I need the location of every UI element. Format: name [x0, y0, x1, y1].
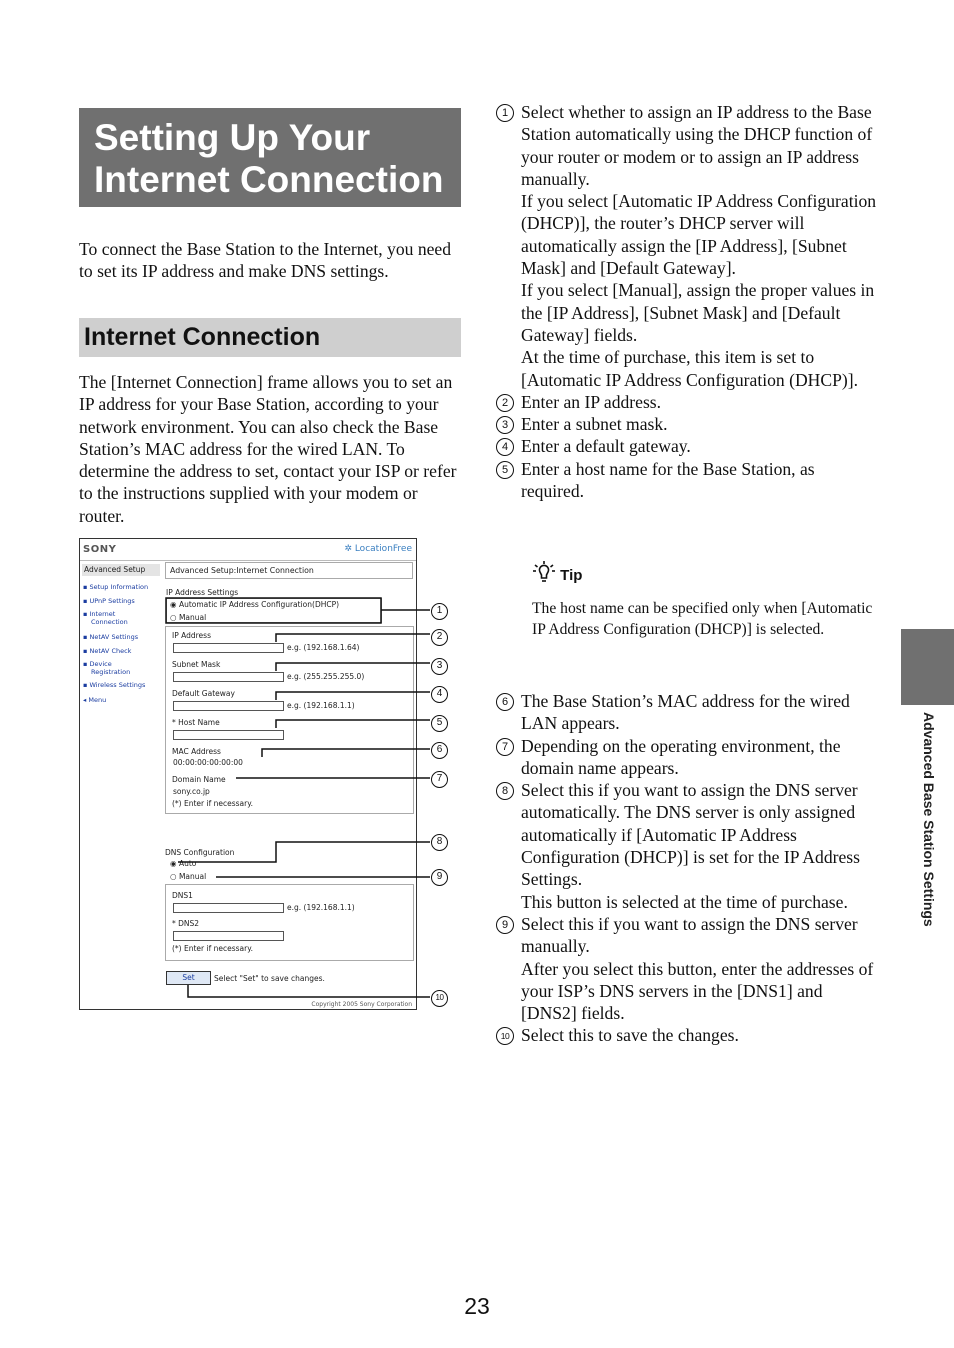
- step-extra: At the time of purchase, this item is set to [Automatic IP Address Configuration (DHCP)].: [521, 347, 859, 390]
- side-tab-label: Advanced Base Station Settings: [921, 712, 937, 927]
- list-item: [496, 435, 880, 457]
- step-text: Select whether to assign an IP address to the Base Station automatically using the DHCP function of your router or modem or to assign an IP address manually.: [521, 102, 873, 189]
- radio-manual[interactable]: ○ Manual: [170, 613, 207, 622]
- page-title: Setting Up Your Internet Connection: [94, 117, 444, 200]
- copyright: Copyright 2005 Sony Corporation: [311, 1001, 412, 1008]
- list-item: [496, 391, 880, 413]
- required-note-2: (*) Enter if necessary.: [172, 944, 253, 953]
- mac-address-value: 00:00:00:00:00:00: [173, 758, 243, 767]
- nav-item-internet-connection[interactable]: ▪ Internet Connection: [83, 610, 128, 626]
- dns1-example: e.g. (192.168.1.1): [287, 903, 355, 912]
- nav-item-device-registration[interactable]: ▪ Device Registration: [83, 660, 131, 676]
- step-extra: This button is selected at the time of purchase.: [521, 891, 848, 912]
- callout-line-3: [276, 663, 430, 671]
- callout-9: 9: [431, 869, 448, 886]
- mac-address-label: MAC Address: [172, 747, 221, 756]
- step-text: Select this to save the changes.: [521, 1025, 739, 1046]
- subnet-example: e.g. (255.255.255.0): [287, 672, 365, 681]
- step-text: Enter a subnet mask.: [521, 414, 668, 435]
- subnet-label: Subnet Mask: [172, 660, 221, 669]
- step-text: Enter a default gateway.: [521, 436, 691, 457]
- product-name: LocationFree: [354, 544, 412, 554]
- step-extra: If you select [Automatic IP Address Configuration (DHCP)], the router’s DHCP server will automatically assign the [IP Address], [Subnet Mask] and [Default Gateway].: [521, 191, 877, 279]
- section-body: The [Internet Connection] frame allows you to set an IP address for your Base Station, according to your network environment. You can also check the Base Station’s MAC address for the wired LAN. To determine the address to set, contact your ISP or refer to the instructions supplied with your modem or router.: [79, 372, 457, 526]
- locationfree-icon: ✲: [344, 544, 352, 554]
- step-text: Enter a host name for the Base Station, as required.: [521, 458, 815, 502]
- steps-list-2: [496, 690, 880, 1047]
- list-item: [496, 735, 880, 780]
- set-hint: Select "Set" to save changes.: [214, 974, 325, 983]
- callout-line-10: [188, 985, 430, 997]
- nav-item-upnp-settings[interactable]: ▪ UPnP Settings: [83, 597, 135, 605]
- step-text: The Base Station’s MAC address for the wired LAN appears.: [521, 691, 850, 734]
- step-extra: If you select [Manual], assign the proper values in the [IP Address], [Subnet Mask] and [Default Gateway] fields.: [521, 280, 875, 345]
- list-item: [496, 458, 880, 503]
- dns-auto-radio[interactable]: ◉ Auto: [170, 859, 197, 868]
- ip-address-example: e.g. (192.168.1.64): [287, 643, 360, 652]
- list-item: [496, 1024, 880, 1046]
- domain-name-label: Domain Name: [172, 775, 226, 784]
- frame-title: Advanced Setup:Internet Connection: [165, 562, 413, 579]
- tip-label: Tip: [560, 567, 583, 584]
- callout-5: 5: [431, 715, 448, 732]
- callout-line-6: [262, 749, 430, 757]
- step-number: 6: [496, 693, 514, 711]
- nav-header: Advanced Setup: [82, 564, 160, 576]
- set-button[interactable]: Set: [166, 971, 211, 985]
- callout-box-1: [166, 598, 381, 623]
- ip-settings-label: IP Address Settings: [166, 588, 239, 597]
- lightbulb-icon: [532, 560, 556, 586]
- step-number: 7: [496, 738, 514, 756]
- nav-item-netav-settings[interactable]: ▪ NetAV Settings: [83, 633, 139, 641]
- dns1-label: DNS1: [172, 891, 193, 900]
- step-number: 2: [496, 394, 514, 412]
- callout-3: 3: [431, 658, 448, 675]
- callout-line-4: [276, 692, 430, 700]
- step-number: 8: [496, 782, 514, 800]
- list-item: [496, 913, 880, 1024]
- step-number: 9: [496, 916, 514, 934]
- step-text: Depending on the operating environment, the domain name appears.: [521, 735, 841, 778]
- step-text: Select this if you want to assign the DNS server automatically. The DNS server is only assigned automatically if [Automatic IP Address Configuration (DHCP)] is set for the IP Address Settings.: [521, 780, 860, 890]
- callout-6: 6: [431, 742, 448, 759]
- nav-item-menu[interactable]: ◂ Menu: [83, 696, 107, 704]
- step-number: 10: [496, 1027, 514, 1045]
- step-number: 5: [496, 461, 514, 479]
- tip-text: The host name can be specified only when [Automatic IP Address Configuration (DHCP)] is selected.: [532, 600, 873, 638]
- callout-4: 4: [431, 686, 448, 703]
- list-item: [496, 413, 880, 435]
- nav-item-netav-check[interactable]: ▪ NetAV Check: [83, 647, 132, 655]
- dns2-label: * DNS2: [172, 919, 200, 928]
- radio-dhcp[interactable]: ◉ Automatic IP Address Configuration(DHCP): [170, 600, 340, 609]
- step-text: Select this if you want to assign the DNS server manually.: [521, 913, 858, 957]
- ip-address-label: IP Address: [172, 631, 211, 640]
- page-number: 23: [464, 1293, 490, 1319]
- domain-name-value: sony.co.jp: [173, 787, 210, 796]
- intro-paragraph: To connect the Base Station to the Internet, you need to set its IP address and make DNS settings.: [79, 239, 452, 282]
- step-text: Enter an IP address.: [521, 391, 662, 412]
- steps-list-1: [496, 101, 880, 502]
- gateway-label: Default Gateway: [172, 689, 235, 698]
- step-number: 3: [496, 416, 514, 434]
- side-tab: [901, 629, 954, 705]
- list-item: [496, 779, 880, 913]
- tip-heading: [532, 560, 882, 586]
- callout-2: 2: [431, 629, 448, 646]
- gateway-example: e.g. (192.168.1.1): [287, 701, 355, 710]
- callout-line-8: [178, 842, 430, 862]
- list-item: [496, 690, 880, 735]
- callout-10: 10: [431, 990, 448, 1007]
- callout-line-5: [276, 720, 430, 728]
- host-name-label: * Host Name: [172, 718, 220, 727]
- callout-7: 7: [431, 771, 448, 788]
- callout-8: 8: [431, 834, 448, 851]
- required-note: (*) Enter if necessary.: [172, 799, 253, 808]
- sony-logo: SONY: [83, 544, 117, 555]
- tip-box: [532, 560, 882, 640]
- dns-config-label: DNS Configuration: [165, 848, 235, 857]
- step-number: 1: [496, 104, 514, 122]
- step-extra: After you select this button, enter the addresses of your ISP’s DNS servers in the [DNS1] and [DNS2] fields.: [521, 958, 874, 1024]
- callout-line-2: [276, 634, 430, 642]
- dns-manual-radio[interactable]: ○ Manual: [170, 872, 207, 881]
- section-title: Internet Connection: [84, 323, 321, 351]
- nav-item-wireless-settings[interactable]: ▪ Wireless Settings: [83, 681, 146, 689]
- nav-item-setup-information[interactable]: ▪ Setup Information: [83, 583, 149, 591]
- callout-1: 1: [431, 603, 448, 620]
- step-number: 4: [496, 438, 514, 456]
- list-item: [496, 101, 880, 391]
